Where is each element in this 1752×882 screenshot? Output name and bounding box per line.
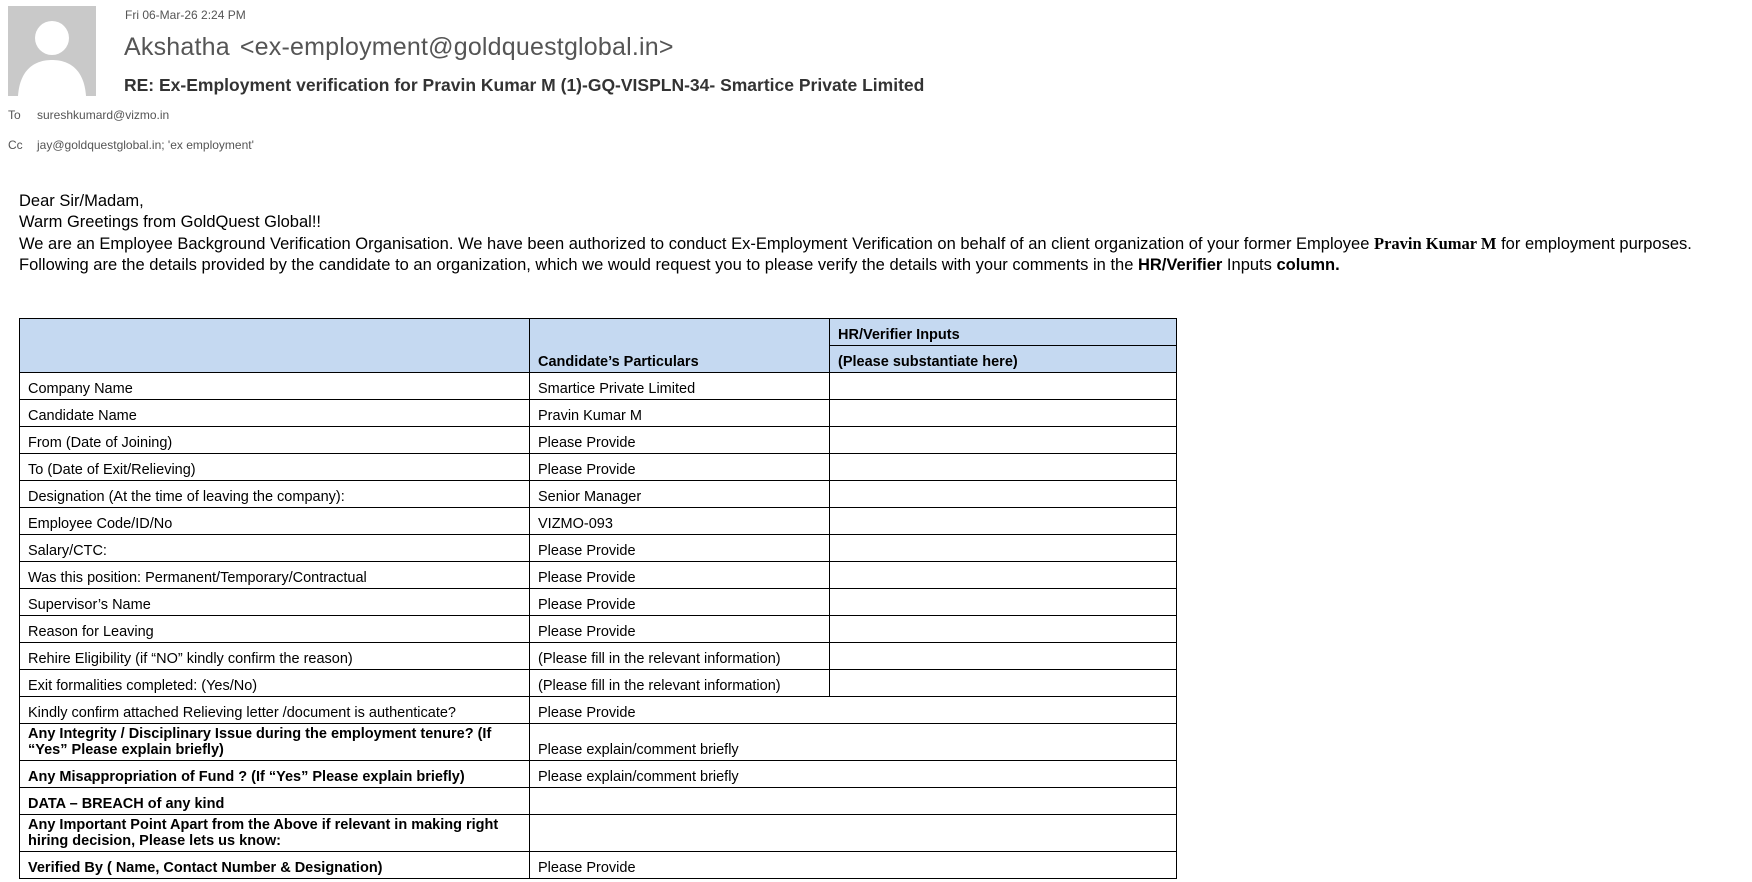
row-label: Exit formalities completed: (Yes/No): [20, 670, 530, 697]
header-blank-cell: [20, 319, 530, 373]
verification-table: [19, 318, 1177, 879]
candidate-value: [530, 788, 1177, 815]
sender-line: [124, 33, 674, 62]
row-label: Was this position: Permanent/Temporary/Contractual: [20, 562, 530, 589]
candidate-value: Please Provide: [530, 852, 1177, 879]
inputs-word: Inputs: [1222, 256, 1277, 274]
row-label: From (Date of Joining): [20, 427, 530, 454]
table-row: [20, 815, 1177, 852]
row-label: Verified By ( Name, Contact Number & Designation): [20, 852, 530, 879]
candidate-value: Please Provide: [530, 535, 830, 562]
hr-verifier-input-cell[interactable]: [830, 427, 1177, 454]
candidate-value: Pravin Kumar M: [530, 400, 830, 427]
row-label: To (Date of Exit/Relieving): [20, 454, 530, 481]
hr-verifier-input-cell[interactable]: [830, 535, 1177, 562]
table-row: [20, 697, 1177, 724]
intro-text: We are an Employee Background Verification Organisation. We have been authorized to conduct Ex-Employment Verification on behalf of an client organization of your former Employee: [19, 235, 1374, 253]
intro-line: [19, 233, 1692, 255]
row-label: Designation (At the time of leaving the company):: [20, 481, 530, 508]
candidate-value: Please Provide: [530, 589, 830, 616]
candidate-value: Please explain/comment briefly: [530, 724, 1177, 761]
row-label: Candidate Name: [20, 400, 530, 427]
table-row: [20, 761, 1177, 788]
table-row: [20, 427, 1177, 454]
row-label: Company Name: [20, 373, 530, 400]
intro-tail: for employment purposes.: [1496, 235, 1692, 253]
header-hr-verifier-inputs: HR/Verifier Inputs: [830, 319, 1177, 346]
table-row: [20, 670, 1177, 697]
table-row: [20, 788, 1177, 815]
header-candidate-particulars: Candidate’s Particulars: [530, 319, 830, 373]
hr-verifier-input-cell[interactable]: [830, 454, 1177, 481]
greeting-line: Dear Sir/Madam,: [19, 192, 144, 210]
table-row: [20, 724, 1177, 761]
table-row: [20, 481, 1177, 508]
candidate-value: Please explain/comment briefly: [530, 761, 1177, 788]
warm-greetings-line: Warm Greetings from GoldQuest Global!!: [19, 213, 321, 231]
row-label: Any Integrity / Disciplinary Issue during the employment tenure? (If “Yes” Please explain briefly): [20, 724, 530, 761]
table-row: [20, 589, 1177, 616]
candidate-value: (Please fill in the relevant information): [530, 643, 830, 670]
row-label: Any Important Point Apart from the Above if relevant in making right hiring decision, Please lets us know:: [20, 815, 530, 852]
table-body: [20, 373, 1177, 879]
hr-verifier-input-cell[interactable]: [830, 670, 1177, 697]
sender-name[interactable]: Akshatha: [124, 33, 230, 61]
header-substantiate: (Please substantiate here): [830, 346, 1177, 373]
to-row: [8, 108, 169, 122]
hr-verifier-input-cell[interactable]: [830, 616, 1177, 643]
row-label: Employee Code/ID/No: [20, 508, 530, 535]
cc-label: Cc: [8, 138, 23, 152]
hr-verifier-input-cell[interactable]: [830, 508, 1177, 535]
row-label: Salary/CTC:: [20, 535, 530, 562]
request-line: [19, 255, 1692, 276]
row-label: Reason for Leaving: [20, 616, 530, 643]
candidate-value: Please Provide: [530, 697, 1177, 724]
row-label: Supervisor’s Name: [20, 589, 530, 616]
row-label: Any Misappropriation of Fund ? (If “Yes” Please explain briefly): [20, 761, 530, 788]
candidate-value: VIZMO-093: [530, 508, 830, 535]
row-label: DATA – BREACH of any kind: [20, 788, 530, 815]
row-label: Rehire Eligibility (if “NO” kindly confirm the reason): [20, 643, 530, 670]
candidate-value: (Please fill in the relevant information): [530, 670, 830, 697]
candidate-value: Senior Manager: [530, 481, 830, 508]
candidate-value: Smartice Private Limited: [530, 373, 830, 400]
candidate-value: Please Provide: [530, 427, 830, 454]
email-subject: RE: Ex-Employment verification for Pravin Kumar M (1)-GQ-VISPLN-34- Smartice Private Limited: [124, 75, 925, 95]
column-bold: column.: [1276, 256, 1340, 274]
table-row: [20, 508, 1177, 535]
sender-email[interactable]: <ex-employment@goldquestglobal.in>: [239, 33, 674, 61]
person-silhouette-icon: [8, 6, 96, 96]
table-header-row-1: [20, 319, 1177, 346]
table-row: [20, 643, 1177, 670]
sender-avatar: [8, 6, 96, 96]
table-row: [20, 852, 1177, 879]
table-row: [20, 535, 1177, 562]
request-text: Following are the details provided by the candidate to an organization, which we would request you to please verify the details with your comments in the: [19, 256, 1138, 274]
email-body: [19, 191, 1692, 276]
sent-timestamp: Fri 06-Mar-26 2:24 PM: [125, 8, 246, 22]
to-recipient[interactable]: sureshkumard@vizmo.in: [37, 108, 170, 122]
hr-verifier-input-cell[interactable]: [830, 481, 1177, 508]
row-label: Kindly confirm attached Relieving letter /document is authenticate?: [20, 697, 530, 724]
table-row: [20, 454, 1177, 481]
hr-verifier-input-cell[interactable]: [830, 589, 1177, 616]
table-row: [20, 562, 1177, 589]
cc-recipients[interactable]: jay@goldquestglobal.in; 'ex employment': [37, 138, 254, 152]
hr-verifier-input-cell[interactable]: [830, 643, 1177, 670]
table-row: [20, 373, 1177, 400]
cc-row: [8, 138, 254, 152]
candidate-value: Please Provide: [530, 616, 830, 643]
hr-verifier-input-cell[interactable]: [830, 400, 1177, 427]
hr-verifier-input-cell[interactable]: [830, 562, 1177, 589]
employee-name: Pravin Kumar M: [1373, 234, 1497, 253]
candidate-value: Please Provide: [530, 562, 830, 589]
hr-verifier-bold: HR/Verifier: [1137, 256, 1223, 274]
hr-verifier-input-cell[interactable]: [830, 373, 1177, 400]
to-label: To: [8, 108, 21, 122]
candidate-value: Please Provide: [530, 454, 830, 481]
table-row: [20, 400, 1177, 427]
candidate-value: [530, 815, 1177, 852]
table-row: [20, 616, 1177, 643]
